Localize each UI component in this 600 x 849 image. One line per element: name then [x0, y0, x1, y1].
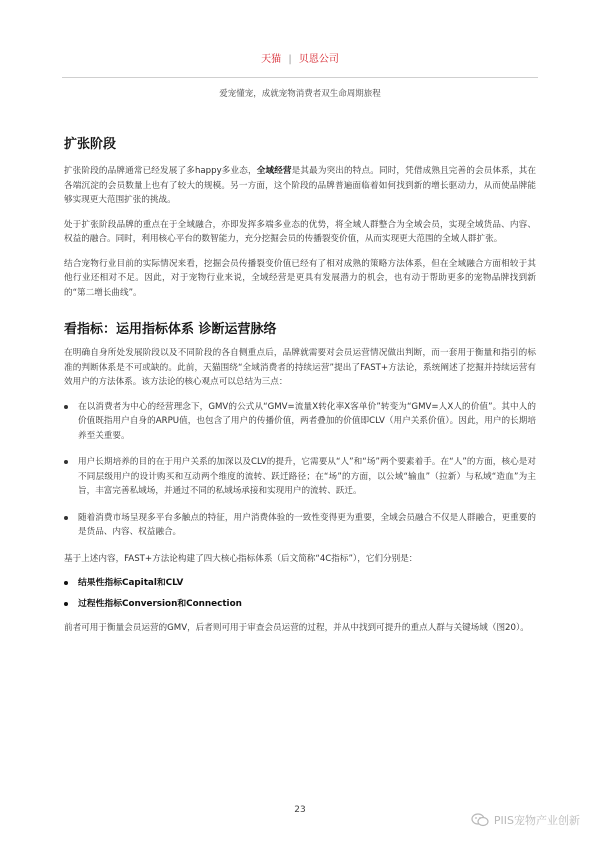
page-content: [64, 133, 536, 646]
paragraph-metrics-closing: 前者可用于衡量会员运营的GMV，后者则可用于审查会员运营的过程，并从中找到可提升的重点人群与关键场域（图20）。: [64, 623, 529, 633]
header-separator: |: [288, 54, 292, 65]
paragraph-metrics-intro: 在明确自身所处发展阶段以及不同阶段的各自侧重点后，品牌就需要对会员运营情况做出判断，而一套用于衡量和指引的标准的判断体系是不可或缺的。此前，天猫围绕“全域消费者的持续运营”提出了FAST+方法论，系统阐述了挖掘并持续运营有效用户的方法体系。该方法论的核心观点可以总结为三点：: [64, 348, 536, 387]
list-item: 随着消费市场呈现多平台多触点的特征，用户消费体验的一致性变得更为重要，全域会员融合不仅是人群融合，更重要的是货品、内容、权益融合。: [64, 511, 536, 540]
page-header: [0, 50, 600, 65]
paragraph-expand-2: 处于扩张阶段品牌的重点在于全域融合，亦即发挥多端多业态的优势，将全域人群整合为全域会员，实现全域货品、内容、权益的融合。同时，利用核心平台的数智能力，充分挖掘会员的传播裂变价值，从而实现更大范围的全域人群扩张。: [64, 219, 536, 244]
header-divider: [62, 77, 538, 78]
brand-bain: 贝恩公司: [298, 54, 339, 65]
page-number: 23: [294, 805, 306, 815]
section-heading-expand: 扩张阶段: [64, 137, 117, 152]
four-c-metrics: [64, 576, 536, 611]
watermark: [471, 812, 580, 828]
paragraph-expand-1-a: 扩张阶段的品牌通常已经发展了多happy多业态，: [64, 166, 257, 176]
brand-tmall: 天猫: [261, 54, 282, 65]
keyword-omnichannel: 全域经营: [256, 166, 292, 176]
paragraph-metrics-summary: 基于上述内容，FAST+方法论构建了四大核心指标体系（后文简称“4C指标”），它们分别是：: [64, 553, 418, 564]
list-item: 结果性指标Capital和CLV: [64, 576, 536, 591]
report-subtitle: 爱宠懂宠，成就宠物消费者双生命周期旅程: [219, 89, 381, 99]
section-heading-metrics: 看指标：运用指标体系 诊断运营脉络: [64, 322, 277, 337]
fast-plus-points: [64, 400, 536, 540]
paragraph-expand-1-b: 是其最为突出的特点。同时，凭借成熟且完善的会员体系，其在各端沉淀的会员数量上也有了较大的规模。另一方面，这个阶段的品牌普遍面临着如何找到新的增长驱动力，从而使品牌能够实现更大范围扩张的挑战。: [64, 166, 536, 205]
paragraph-expand-1: [64, 164, 536, 208]
paragraph-expand-3: 结合宠物行业目前的实际情况来看，挖掘会员传播裂变价值已经有了相对成熟的策略方法体系，但在全域融合方面相较于其他行业还相对不足。因此，对于宠物行业来说，全域经营是更具有发展潜力的机会，也有动于帮助更多的宠物品牌找到新的“第二增长曲线”。: [64, 258, 536, 298]
list-item: 用户长期培养的目的在于用户关系的加深以及CLV的提升，它需要从“人”和“场”两个要素着手。在“人”的方面，核心是对不同层级用户的设计购买和互动两个维度的流转、跃迁路径；在“场”的方面，以公域“输血”（拉新）与私域“造血”为主旨，丰富完善私域场，并通过不同的私域场承接和实现用户的流转、跃迁。: [64, 455, 536, 499]
watermark-text: PIIS宠物产业创新: [493, 814, 580, 827]
list-item: 过程性指标Conversion和Connection: [64, 597, 536, 612]
wechat-icon: [471, 813, 489, 827]
list-item: 在以消费者为中心的经营理念下，GMV的公式从“GMV=流量X转化率X客单价”转变为“GMV=人X人的价值”。其中人的价值既指用户自身的ARPU值，也包含了用户的传播价值，两者叠加的价值即CLV（用户关系价值）。因此，用户的长期培养至关重要。: [64, 400, 536, 444]
